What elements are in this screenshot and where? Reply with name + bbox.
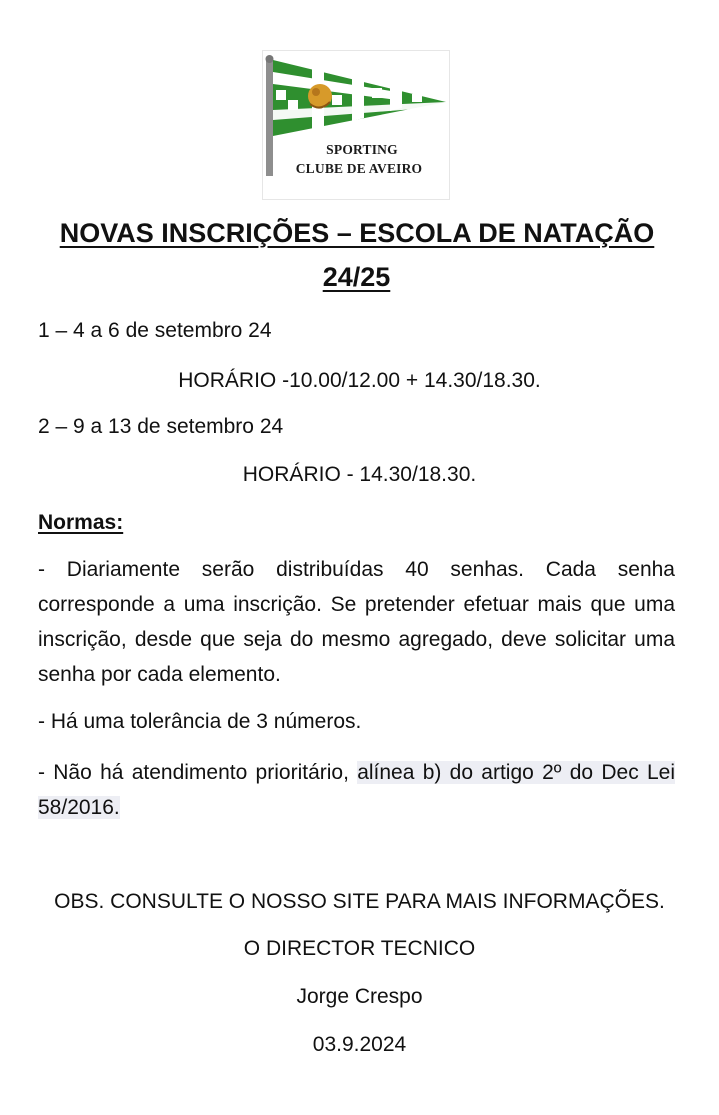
rule-item-tolerance: - Há uma tolerância de 3 números.	[38, 710, 362, 733]
rule-item-tickets: - Diariamente serão distribuídas 40 senhas. Cada senha corresponde a uma inscrição. Se pretender efetuar mais que uma inscrição, desde que seja do mesmo agregado, deve solicitar uma senha por cada elemento.	[38, 558, 675, 686]
page-title: NOVAS INSCRIÇÕES – ESCOLA DE NATAÇÃO	[59, 218, 655, 248]
observation-note: OBS. CONSULTE O NOSSO SITE PARA MAIS INFORMAÇÕES.	[54, 890, 665, 913]
schedule-period-2: 2 – 9 a 13 de setembro 24	[38, 415, 284, 438]
club-logo	[262, 50, 450, 200]
club-pennant-logo-icon	[262, 50, 450, 200]
document-date: 03.9.2024	[312, 1033, 407, 1056]
schedule-period-1: 1 – 4 a 6 de setembro 24	[38, 319, 272, 342]
signatory-role: O DIRECTOR TECNICO	[243, 937, 476, 960]
club-name-line2: CLUBE DE AVEIRO	[295, 161, 423, 176]
rule-item-priority-reference: alínea b) do artigo 2º do Dec Lei 58/2016.	[38, 761, 675, 819]
page-subtitle-year: 24/25	[322, 262, 391, 292]
schedule-hours-1: HORÁRIO -10.00/12.00 + 14.30/18.30.	[178, 369, 541, 392]
club-name-line1: SPORTING	[326, 142, 398, 157]
rule-item-priority-text: - Não há atendimento prioritário,	[38, 761, 358, 784]
rules-heading: Normas:	[38, 511, 124, 534]
signatory-name: Jorge Crespo	[296, 985, 423, 1008]
schedule-hours-2: HORÁRIO - 14.30/18.30.	[242, 463, 477, 486]
flag-pole	[266, 58, 273, 176]
rule-item-priority	[38, 755, 675, 825]
